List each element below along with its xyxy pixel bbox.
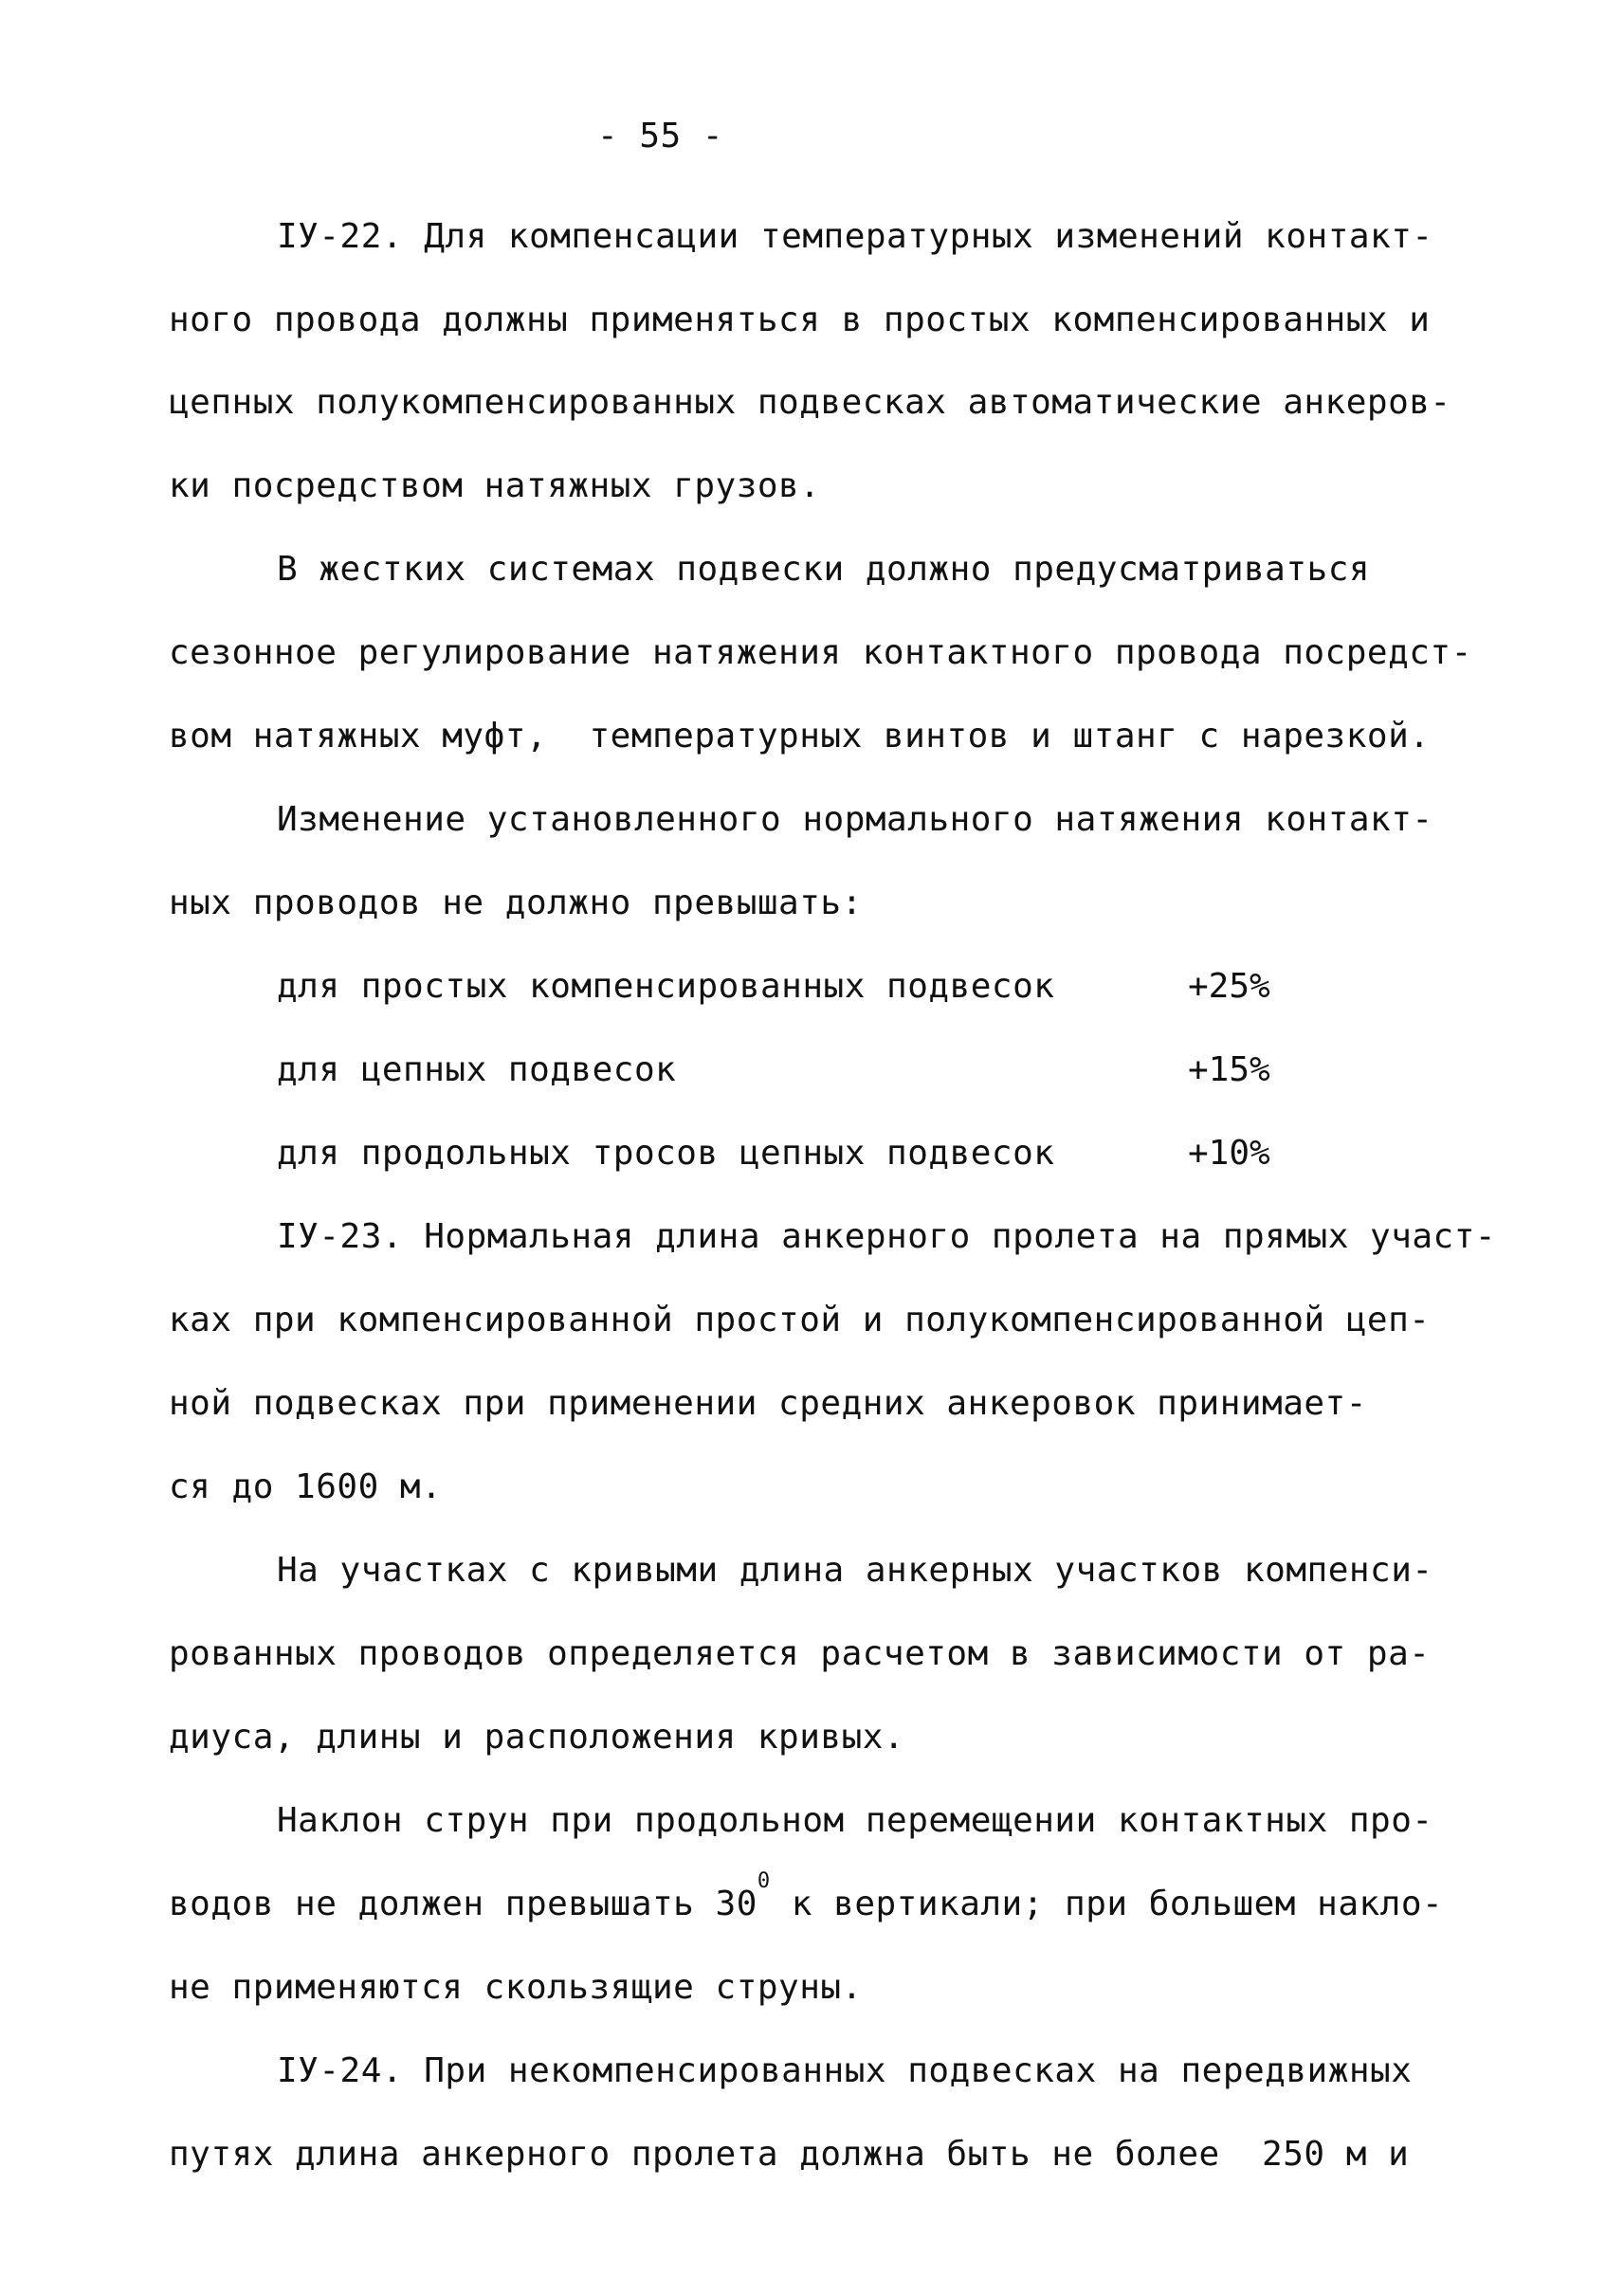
paragraph-line: Изменение установленного нормального натяжения контакт- <box>277 800 1433 839</box>
degree-superscript: 0 <box>757 1869 771 1893</box>
paragraph-line: ного провода должны применяться в простых компенсированных и <box>169 301 1431 339</box>
paragraph-line: ся до 1600 м. <box>169 1467 443 1506</box>
list-item-value: +10% <box>1188 1134 1270 1173</box>
paragraph-line: вом натяжных муфт, температурных винтов и штанг с нарезкой. <box>169 717 1431 756</box>
paragraph-line: Наклон струн при продольном перемещении контактных про- <box>277 1801 1433 1840</box>
paragraph-line: На участках с кривыми длина анкерных участков компенси- <box>277 1551 1433 1590</box>
paragraph-line: сезонное регулирование натяжения контактного провода посредст- <box>169 633 1472 672</box>
paragraph-line: не применяются скользящие струны. <box>169 1968 863 2007</box>
paragraph-line: ки посредством натяжных грузов. <box>169 466 821 505</box>
text-segment: к вертикали; при большем накло- <box>770 1885 1444 1923</box>
list-item-value: +15% <box>1188 1050 1270 1089</box>
list-item-label: для простых компенсированных подвесок <box>277 967 1055 1006</box>
paragraph-line: ной подвесках при применении средних анкеровок принимает- <box>169 1384 1367 1423</box>
paragraph-line: рованных проводов определяется расчетом в зависимости от ра- <box>169 1634 1431 1673</box>
paragraph-line: IУ-22. Для компенсации температурных изменений контакт- <box>277 217 1433 256</box>
paragraph-line: IУ-23. Нормальная длина анкерного пролета на прямых участ- <box>277 1217 1497 1256</box>
paragraph-line: ных проводов не должно превышать: <box>169 883 863 922</box>
list-item-label: для цепных подвесок <box>277 1050 677 1089</box>
paragraph-line: ках при компенсированной простой и полукомпенсированной цеп- <box>169 1301 1431 1339</box>
paragraph-line: диуса, длины и расположения кривых. <box>169 1718 905 1757</box>
list-item-label: для продольных тросов цепных подвесок <box>277 1134 1055 1173</box>
paragraph-line: цепных полукомпенсированных подвесках автоматические анкеров- <box>169 383 1451 422</box>
text-segment: водов не должен превышать 30 <box>169 1885 757 1923</box>
page-number: - 55 - <box>597 117 724 155</box>
paragraph-line: путях длина анкерного пролета должна быть не более 250 м и <box>169 2135 1410 2174</box>
paragraph-line: В жестких системах подвески должно предусматриваться <box>277 550 1371 589</box>
paragraph-line: IУ-24. При некомпенсированных подвесках на передвижных <box>277 2051 1413 2090</box>
paragraph-line-with-degree <box>169 1869 1444 1925</box>
list-item-value: +25% <box>1188 967 1270 1006</box>
